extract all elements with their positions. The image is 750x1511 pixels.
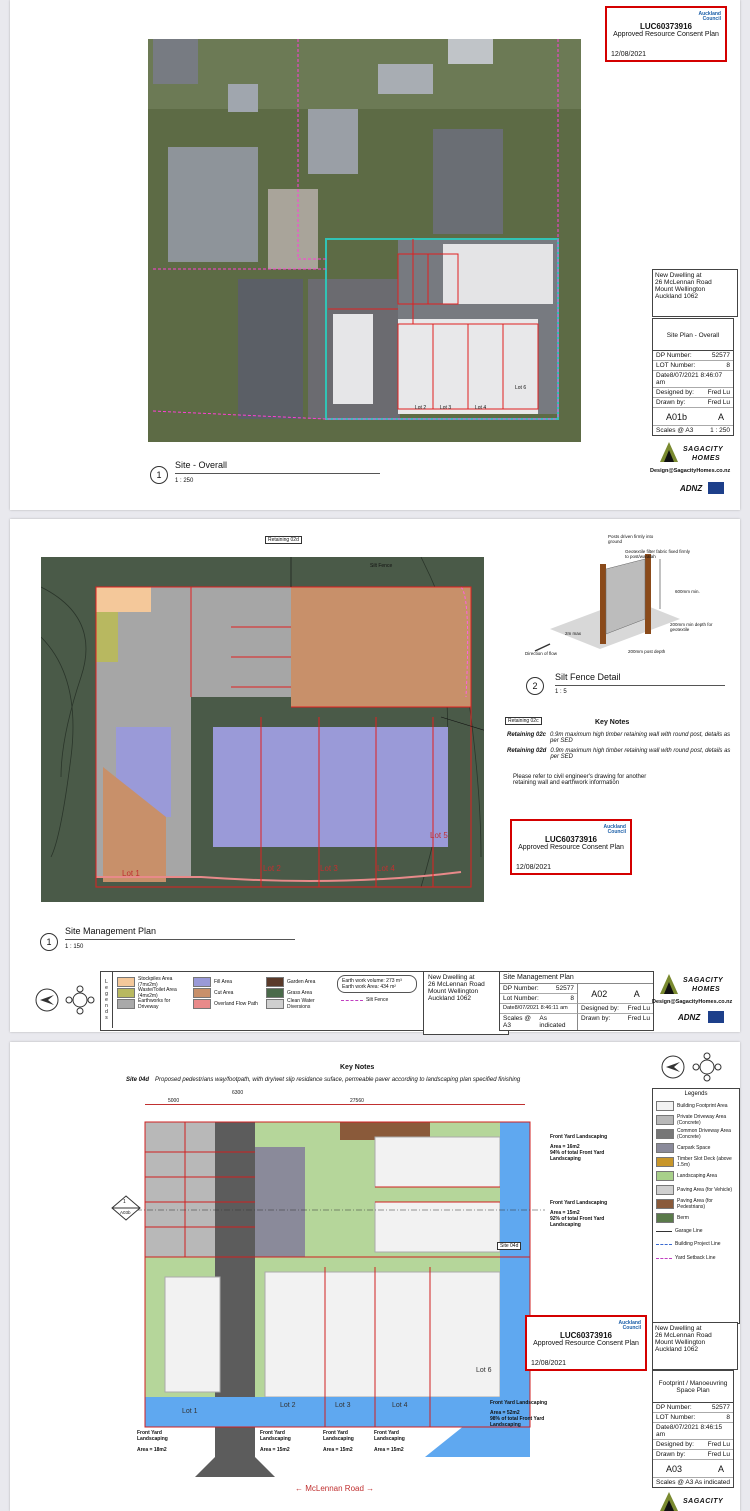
drawer-value: Fred Lu <box>707 1451 730 1458</box>
legend-label: Common Driveway Area (Concrete) <box>677 1128 731 1140</box>
legend-label: Cut Area <box>214 989 234 996</box>
lot-label: Lot 1 <box>182 1408 198 1415</box>
bottom-yard-note <box>137 1430 187 1453</box>
consent-number: LUC60373916 <box>639 22 693 31</box>
project-line: 26 McLennan Road <box>428 981 485 988</box>
consent-date: 12/08/2021 <box>611 51 647 58</box>
project-line: Mount Wellington <box>655 286 706 293</box>
drawing-number: 1 <box>40 933 58 951</box>
scale-label: Scales @ A3 <box>656 427 694 434</box>
lot-label: Lot 6 <box>476 1367 492 1374</box>
big-yard-line: Area = 52m2 <box>490 1410 520 1416</box>
legend-swatch <box>266 977 284 987</box>
sheet-number: A02 <box>591 988 608 999</box>
aerial-lot-label: Lot 6 <box>515 385 527 391</box>
revision: A <box>717 1463 724 1474</box>
front-yard-line: Area = 16m2 <box>550 1144 580 1150</box>
drawing-number: 1 <box>150 466 168 484</box>
site-management-plan <box>41 557 484 902</box>
drawing-title: Site Management Plan <box>65 926 157 936</box>
drawing-scale: 1 : 150 <box>65 944 84 950</box>
big-yard-line: 98% of total Front Yard Landscaping <box>490 1416 545 1428</box>
legend-side-label: Legends <box>101 972 113 1028</box>
front-yard-title: Front Yard Landscaping <box>550 1134 608 1140</box>
plan-name: Footprint / Manoeuvring Space Plan <box>658 1380 728 1394</box>
bottom-yard-note <box>323 1430 373 1453</box>
project-line: Auckland 1062 <box>655 293 699 300</box>
aerial-lot-label: Lot 4 <box>475 405 487 411</box>
sheet-number: A03 <box>666 1463 683 1474</box>
sagacity-logo-icon <box>658 972 680 996</box>
legend-line-icon <box>656 1244 672 1245</box>
legend-item <box>656 1183 736 1197</box>
legend-label: Garden Area <box>287 978 316 985</box>
project-address-block <box>423 971 509 1035</box>
legend-swatch <box>656 1185 674 1195</box>
aerial-site-photo <box>148 39 581 442</box>
dimension-value: 27560 <box>350 1098 364 1104</box>
project-line: 26 McLennan Road <box>655 1332 712 1339</box>
project-line: New Dwelling at <box>655 272 702 279</box>
key-notes-title: Key Notes <box>340 1064 375 1071</box>
legend-label: Fill Area <box>214 978 233 985</box>
lot-label: Lot 3 <box>335 1402 351 1409</box>
lot-label: LOT Number: <box>656 1414 696 1421</box>
silt-label: Geotextile filter fabric fixed firmly to post/waratah <box>625 549 691 559</box>
silt-label: 200mm min depth for geotextile <box>670 622 713 632</box>
legend-item <box>656 1169 736 1183</box>
key-note <box>507 732 732 744</box>
lot-label: Lot 2 <box>280 1402 296 1409</box>
silt-label: Direction of flow <box>525 651 558 656</box>
front-yard-line: 94% of total Front Yard Landscaping <box>550 1150 605 1162</box>
consent-stamp <box>525 1315 647 1371</box>
bottom-yard-title: Front Yard Landscaping <box>374 1430 405 1442</box>
key-note-text: Proposed pedestrians way/footpath, with dry/wet slip residance suface, permeable paver according to landscaping plan specified finishing <box>155 1077 521 1083</box>
front-yard-line: Area = 15m2 <box>550 1210 580 1216</box>
designer-value: Fred Lu <box>627 1005 650 1012</box>
legend-swatch <box>656 1171 674 1181</box>
consent-label: Approved Resource Consent Plan <box>533 1340 639 1347</box>
key-note <box>126 1077 566 1083</box>
legend-label: Grass Area <box>287 989 313 996</box>
lot-label: Lot 3 <box>320 864 338 873</box>
designer-value: Fred Lu <box>707 389 730 396</box>
lot-label: Lot 2 <box>263 864 281 873</box>
date-value: Date8/07/2021 8:46:11 am <box>503 1005 568 1011</box>
consent-number: LUC60373916 <box>559 1331 613 1340</box>
drawing-title: Site - Overall <box>175 460 228 470</box>
dp-value: 52577 <box>711 1404 730 1411</box>
legend-col <box>193 976 263 1009</box>
silt-detail-scale: 1 : 5 <box>555 689 567 695</box>
key-note-text: 0.9m maximum high timber retaining wall with round post, details as per SED <box>550 748 731 760</box>
legend-swatch <box>266 999 284 1009</box>
silt-fence-line-icon <box>341 1000 363 1001</box>
lot-value: 8 <box>726 1414 730 1421</box>
consent-number: LUC60373916 <box>544 835 598 844</box>
brand-sub: HOMES <box>692 455 721 462</box>
plan-name-block <box>652 1370 734 1404</box>
legend-label: Berm <box>677 1215 689 1221</box>
legend-label: Carpark Space <box>677 1145 711 1151</box>
brand-name: SAGACITY <box>683 446 724 453</box>
drawn-label: Drawn by: <box>581 1015 611 1022</box>
legend-item <box>117 987 187 998</box>
bottom-yard-note <box>374 1430 424 1453</box>
designed-label: Designed by: <box>656 389 694 396</box>
title-underline <box>175 473 380 474</box>
revision: A <box>633 988 640 999</box>
legend-swatch <box>193 999 211 1009</box>
sagacity-logo-icon <box>658 440 680 464</box>
legend-line-icon <box>656 1231 672 1232</box>
bottom-yard-title: Front Yard Landscaping <box>137 1430 168 1442</box>
legend-label: Private Driveway Area (Concrete) <box>677 1114 727 1126</box>
scale-label: Scales @ A3 <box>656 1479 694 1486</box>
drawing-scale: 1 : 250 <box>175 478 194 484</box>
sheet-site-management <box>10 519 740 1032</box>
drawn-label: Drawn by: <box>656 1451 686 1458</box>
legend-swatch <box>117 977 135 987</box>
compass-icon <box>692 1052 722 1082</box>
brand-name: SAGACITY <box>683 1498 724 1505</box>
legend-item <box>656 1155 736 1169</box>
bottom-yard-note <box>260 1430 310 1453</box>
legend-item <box>193 998 263 1009</box>
consent-label: Approved Resource Consent Plan <box>613 31 719 38</box>
designed-label: Designed by: <box>581 1005 619 1012</box>
earthwork-box <box>337 975 417 993</box>
dp-label: DP Number: <box>503 985 539 992</box>
legend-item <box>193 987 263 998</box>
legend-item <box>656 1197 736 1211</box>
dimension-value: 5000 <box>168 1098 180 1104</box>
designed-label: Designed by: <box>656 1441 694 1448</box>
brand-email: Design@SagacityHomes.co.nz <box>650 468 731 474</box>
plan-name-block <box>652 318 734 352</box>
plan-name: Site Plan - Overall <box>666 331 720 339</box>
legend-swatch <box>117 999 135 1009</box>
legend-item <box>193 976 263 987</box>
project-line: New Dwelling at <box>655 1325 702 1332</box>
project-address-block <box>652 269 738 317</box>
consent-stamp <box>605 6 727 62</box>
dimension-value: 6300 <box>232 1090 244 1096</box>
legend-label: Garage Line <box>675 1228 703 1234</box>
bottom-yard-title: Front Yard Landscaping <box>260 1430 291 1442</box>
legend-label: Overland Flow Path <box>214 1000 258 1007</box>
bottom-yard-title: Front Yard Landscaping <box>323 1430 354 1442</box>
drawn-label: Drawn by: <box>656 399 686 406</box>
legend-item <box>656 1237 736 1251</box>
legend-label: Paving Area (for Vehicle) <box>677 1187 733 1193</box>
aerial-lot-label: Lot 2 <box>415 405 427 411</box>
consent-stamp <box>510 819 632 875</box>
legend-swatch <box>266 988 284 998</box>
sheet-site-overall <box>10 0 740 510</box>
sheet-number: A01b <box>666 411 688 422</box>
title-underline <box>555 685 725 686</box>
legend-item <box>266 976 336 987</box>
legend-item <box>656 1251 736 1265</box>
dp-value: 52577 <box>555 985 574 992</box>
legend-label: Landscaping Area <box>677 1173 718 1179</box>
lot-label: Lot 5 <box>430 831 448 840</box>
scale-value: As indicated <box>539 1015 566 1029</box>
designer-value: Fred Lu <box>707 1441 730 1448</box>
front-yard-note <box>550 1134 620 1162</box>
north-arrow-icon <box>660 1054 686 1080</box>
legend-title: Legends <box>684 1091 708 1097</box>
big-yard-note <box>490 1400 550 1428</box>
legend-block <box>652 1088 740 1324</box>
lot-value: 8 <box>726 362 730 369</box>
lot-label: LOT Number: <box>656 362 696 369</box>
drawer-value: Fred Lu <box>627 1015 650 1022</box>
earthwork-area: Earth work Area: 434 m² <box>342 984 396 990</box>
key-note-id: Retaining 02c <box>507 732 547 738</box>
legend-label: Waste/Toilet Area (4mx2m) <box>138 986 177 999</box>
badge-icon <box>708 482 724 494</box>
retaining-02c-tag: Retaining 02c <box>505 717 542 725</box>
aerial-lot-label: Lot 3 <box>440 405 452 411</box>
silt-label: 2m max <box>565 631 582 636</box>
brand-name: SAGACITY <box>683 977 724 984</box>
dp-value: 52577 <box>711 352 730 359</box>
site-tag: Site 04d <box>497 1242 521 1250</box>
bottom-yard-area: Area = 15m2 <box>374 1447 404 1453</box>
legend-swatch <box>656 1101 674 1111</box>
legend-label: Earthworks for Driveway <box>138 997 171 1010</box>
front-yard-note <box>550 1200 620 1228</box>
bottom-yard-area: Area = 15m2 <box>260 1447 290 1453</box>
legend-col <box>266 976 336 1009</box>
consent-label: Approved Resource Consent Plan <box>518 844 624 851</box>
project-line: 26 McLennan Road <box>655 279 712 286</box>
legend-label: Yard Setback Line <box>675 1255 716 1261</box>
front-yard-title: Front Yard Landscaping <box>550 1200 608 1206</box>
legend-item <box>656 1127 736 1141</box>
silt-detail-title: Silt Fence Detail <box>555 672 621 682</box>
silt-detail-number: 2 <box>526 677 544 695</box>
key-note <box>507 748 732 760</box>
revision: A <box>717 411 724 422</box>
legend-swatch <box>656 1143 674 1153</box>
legend-item <box>656 1141 736 1155</box>
legend-line-icon <box>656 1258 672 1259</box>
legend-swatch <box>656 1213 674 1223</box>
project-line: Auckland 1062 <box>655 1346 699 1353</box>
date-value: Date8/07/2021 8:46:15 am <box>656 1424 723 1438</box>
lot-label: Lot 1 <box>122 869 140 878</box>
legend-item <box>266 987 336 998</box>
consent-date: 12/08/2021 <box>531 1360 567 1367</box>
lot-label: Lot 4 <box>377 864 395 873</box>
legend-col <box>117 976 187 1009</box>
silt-fence-tag: Silt Fence <box>370 563 393 569</box>
scale-value: 1 : 250 <box>710 427 730 434</box>
legend-label: Timber Slot Deck (above 1.5m) <box>677 1156 732 1168</box>
dp-label: DP Number: <box>656 1404 692 1411</box>
bottom-yard-area: Area = 15m2 <box>323 1447 353 1453</box>
retaining-02d-tag: Retaining 02d <box>265 536 302 544</box>
front-yard-line: 92% of total Front Yard Landscaping <box>550 1216 605 1228</box>
date-value: Date8/07/2021 8:46:07 am <box>656 372 723 386</box>
auckland-council-logo: Auckland Council <box>698 11 721 22</box>
dp-label: DP Number: <box>656 352 692 359</box>
legend-item <box>656 1211 736 1225</box>
adnz-logo: ADNZ <box>678 1013 701 1022</box>
road-label: ← McLennan Road → <box>295 1484 375 1493</box>
lot-label: Lot Number: <box>503 995 539 1002</box>
legend-swatch <box>656 1129 674 1139</box>
key-note-text: 0.9m maximum high timber retaining wall with round post, details as per SED <box>550 732 731 744</box>
plan-name: Site Management Plan <box>500 972 653 984</box>
big-yard-title: Front Yard Landscaping <box>490 1400 548 1406</box>
legend-swatch <box>656 1157 674 1167</box>
consent-date: 12/08/2021 <box>516 864 552 871</box>
key-note-extra: Please refer to civil engineer's drawing for another retaining wall and earthwork information <box>513 774 647 786</box>
sagacity-logo-icon <box>658 1490 680 1511</box>
drawing-info-block <box>499 971 654 1031</box>
drawing-info-block <box>652 1402 734 1488</box>
silt-fence-legend-label: Silt Fence <box>366 997 389 1003</box>
project-address-block <box>652 1322 738 1370</box>
auckland-council-logo: Auckland Council <box>618 1320 641 1331</box>
bottom-yard-area: Area = 18m2 <box>137 1447 167 1453</box>
earthwork-volume: Earth work volume: 273 m³ <box>342 978 402 984</box>
project-line: Mount Wellington <box>655 1339 706 1346</box>
legend-item <box>117 998 187 1009</box>
sheet-footprint-plan <box>10 1042 740 1511</box>
footprint-plan <box>125 1117 545 1477</box>
adnz-logo: ADNZ <box>680 484 703 493</box>
section-marker-sheet: A03b <box>120 1210 131 1215</box>
legend-label: Stockpiles Area (7mx2m) <box>138 975 173 988</box>
title-underline <box>65 939 295 940</box>
silt-label: 600mm min. <box>675 589 700 594</box>
legend-item <box>656 1225 736 1237</box>
silt-label: Posts driven firmly into ground <box>608 534 654 544</box>
drawer-value: Fred Lu <box>707 399 730 406</box>
legend-item <box>117 976 187 987</box>
auckland-council-logo: Auckland Council <box>603 824 626 835</box>
north-arrow-icon <box>34 987 60 1013</box>
legend-item <box>656 1099 736 1113</box>
key-note-id: Retaining 02d <box>507 748 547 754</box>
section-marker-icon <box>110 1194 142 1222</box>
compass-icon <box>65 985 95 1015</box>
silt-fence-legend <box>341 997 388 1003</box>
legend-swatch <box>193 988 211 998</box>
legend-swatch <box>117 988 135 998</box>
scale-value: As indicated <box>694 1479 730 1486</box>
brand-email: Design@SagacityHomes.co.nz <box>652 999 733 1005</box>
brand-sub: HOMES <box>692 986 721 993</box>
project-line: Auckland 1062 <box>428 995 472 1002</box>
legend-label: Paving Area (for Pedestrians) <box>677 1198 713 1210</box>
key-notes-title: Key Notes <box>595 719 630 726</box>
legend-label: Clean Water Diversions <box>287 997 315 1010</box>
project-line: Mount Wellington <box>428 988 479 995</box>
legend-item <box>656 1113 736 1127</box>
dimension-line <box>145 1104 525 1105</box>
legend-swatch <box>193 977 211 987</box>
legend-swatch <box>656 1199 674 1209</box>
legend-label: Building Project Line <box>675 1241 721 1247</box>
silt-label: 200mm post depth <box>628 649 666 654</box>
legend-label: Building Footprint Area <box>677 1103 728 1109</box>
key-note-id: Site 04d <box>126 1077 150 1083</box>
project-line: New Dwelling at <box>428 974 475 981</box>
legend-swatch <box>656 1115 674 1125</box>
legend-item <box>266 998 336 1009</box>
drawing-info-block <box>652 350 734 436</box>
lot-value: 8 <box>570 995 574 1002</box>
legend-block <box>100 971 425 1031</box>
lot-label: Lot 4 <box>392 1402 408 1409</box>
scale-label: Scales @ A3 <box>503 1015 531 1029</box>
section-marker-number: 1 <box>123 1199 126 1205</box>
badge-icon <box>708 1011 724 1023</box>
